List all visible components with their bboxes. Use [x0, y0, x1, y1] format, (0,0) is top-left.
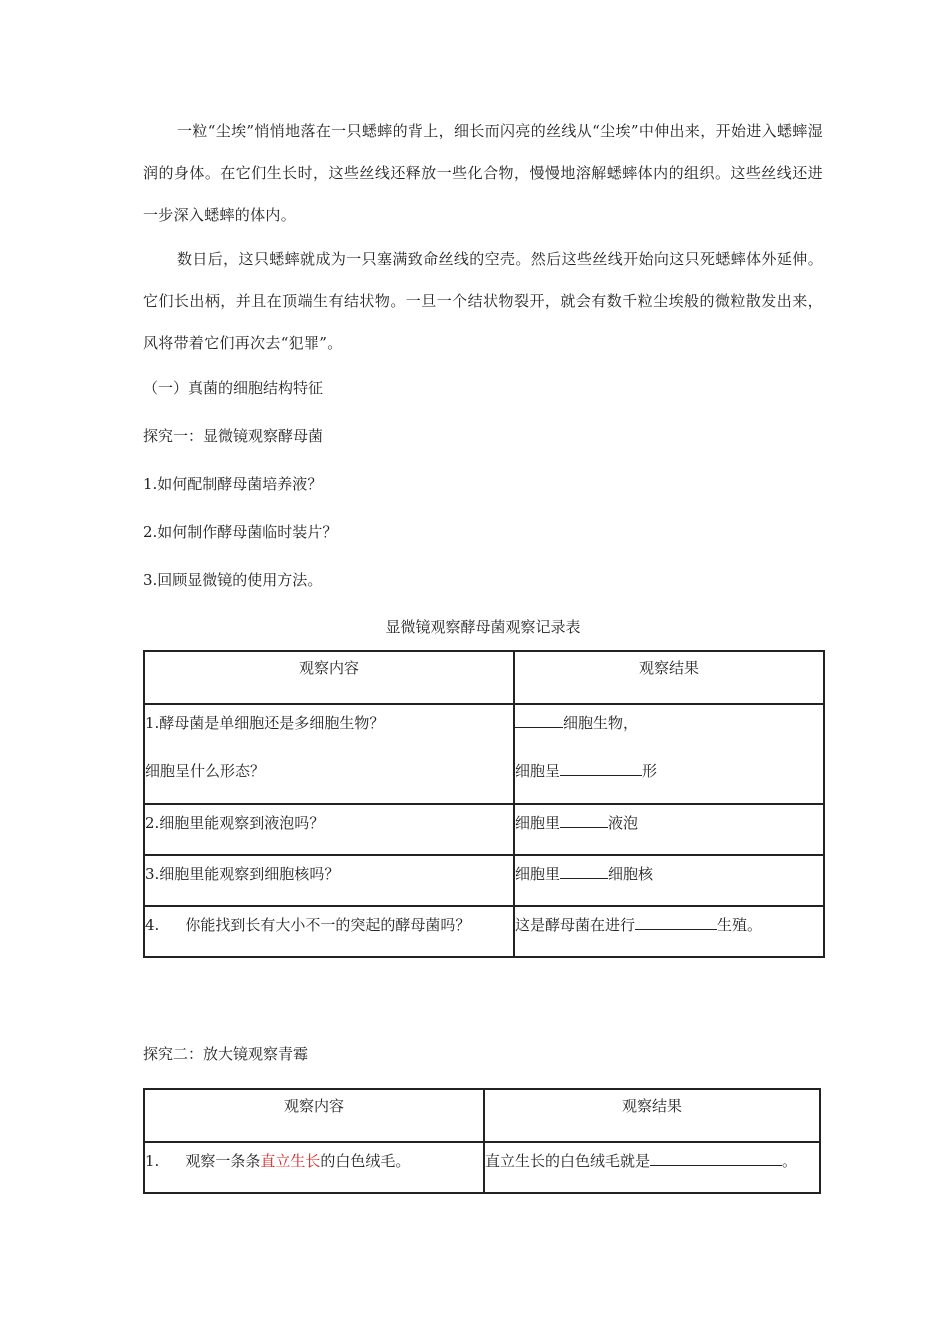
- table-cell: [144, 906, 514, 957]
- fill-blank[interactable]: [560, 862, 608, 879]
- cell-text-fragment: 液泡: [608, 814, 639, 832]
- explore1-question-3: 3.回顾显微镜的使用方法。: [143, 571, 323, 589]
- cell-text-fragment: 细胞里: [515, 814, 561, 832]
- cell-text-fragment: 细胞呈: [515, 762, 561, 780]
- penicillium-observation-table: [143, 1088, 821, 1194]
- cell-text-fragment: 细胞里: [515, 865, 561, 883]
- cell-text: 细胞呈什么形态？: [145, 762, 266, 780]
- table-row: [144, 804, 824, 855]
- highlighted-text: 直立生长: [260, 1152, 321, 1170]
- cell-text: [515, 805, 823, 837]
- table-cell: [144, 1142, 484, 1193]
- table-row: [144, 855, 824, 906]
- explore1-question-1: 1.如何配制酵母菌培养液？: [143, 475, 323, 493]
- fill-blank[interactable]: [650, 1149, 782, 1166]
- table-cell: [144, 804, 514, 855]
- cell-text: 3.细胞里能观察到细胞核吗？: [145, 865, 340, 883]
- explore2-title: 探究二：放大镜观察青霉: [143, 1045, 309, 1063]
- cell-text-fragment: 。: [782, 1152, 798, 1170]
- table-cell: [514, 855, 824, 906]
- table-header-cell: 观察结果: [514, 651, 824, 704]
- table-cell: [514, 804, 824, 855]
- cell-text-fragment: 1.: [145, 1152, 160, 1170]
- cell-text-fragment: 细胞核: [608, 865, 654, 883]
- cell-text-fragment: 观察一条条: [185, 1152, 261, 1170]
- fill-blank[interactable]: [515, 711, 563, 728]
- cell-text-fragment: 4.: [145, 916, 160, 934]
- cell-text: [515, 705, 823, 737]
- table-row: [144, 704, 824, 804]
- table-header-cell: 观察结果: [484, 1089, 820, 1142]
- table-cell: [144, 855, 514, 906]
- table-header-row: [144, 1089, 820, 1142]
- explore1-question-2: 2.如何制作酵母菌临时装片？: [143, 523, 338, 541]
- cell-text: [515, 737, 823, 785]
- cell-text-fragment: 你能找到长有大小不一的突起的酵母菌吗？: [185, 916, 471, 934]
- fill-blank[interactable]: [635, 913, 717, 930]
- fill-blank[interactable]: [560, 759, 642, 776]
- cell-text: [145, 907, 513, 939]
- table-header-cell: 观察内容: [144, 651, 514, 704]
- cell-text-fragment: 生殖。: [717, 916, 763, 934]
- intro-paragraph-2: 数日后，这只蟋蟀就成为一只塞满致命丝线的空壳。然后这些丝线开始向这只死蟋蟀体外延伸。它们长出柄，并且在顶端生有结状物。一旦一个结状物裂开，就会有数千粒尘埃般的微粒散发出来，风将带着它们再次去“犯罪”。: [143, 250, 823, 352]
- intro-paragraph-1: 一粒“尘埃”悄悄地落在一只蟋蟀的背上，细长而闪亮的丝线从“尘埃”中伸出来，开始进入蟋蟀湿润的身体。在它们生长时，这些丝线还释放一些化合物，慢慢地溶解蟋蟀体内的组织。这些丝线还进一步深入蟋蟀的体内。: [143, 122, 823, 224]
- cell-text: [145, 1143, 483, 1175]
- table-row: [144, 906, 824, 957]
- yeast-observation-table: [143, 650, 825, 958]
- document-page: [143, 110, 823, 1194]
- cell-text: [485, 1143, 819, 1175]
- table-header-row: [144, 651, 824, 704]
- cell-text: [515, 856, 823, 888]
- cell-text: 1.酵母菌是单细胞还是多细胞生物？: [145, 714, 385, 732]
- explore1-title: 探究一：显微镜观察酵母菌: [143, 427, 324, 445]
- table-cell: [484, 1142, 820, 1193]
- table-row: [144, 1142, 820, 1193]
- table-cell: [514, 704, 824, 804]
- cell-text-fragment: 形: [642, 762, 658, 780]
- cell-text: [515, 907, 823, 939]
- table1-title: 显微镜观察酵母菌观察记录表: [385, 618, 581, 636]
- table-header-cell: 观察内容: [144, 1089, 484, 1142]
- section-title: （一）真菌的细胞结构特征: [143, 379, 324, 397]
- fill-blank[interactable]: [560, 811, 608, 828]
- cell-text: 2.细胞里能观察到液泡吗？: [145, 814, 325, 832]
- cell-text-fragment: 直立生长的白色绒毛就是: [485, 1152, 651, 1170]
- cell-text-fragment: 这是酵母菌在进行: [515, 916, 636, 934]
- table-cell: [514, 906, 824, 957]
- cell-text-fragment: 细胞生物，: [563, 714, 639, 732]
- cell-text-fragment: 的白色绒毛。: [320, 1152, 411, 1170]
- table-cell: [144, 704, 514, 804]
